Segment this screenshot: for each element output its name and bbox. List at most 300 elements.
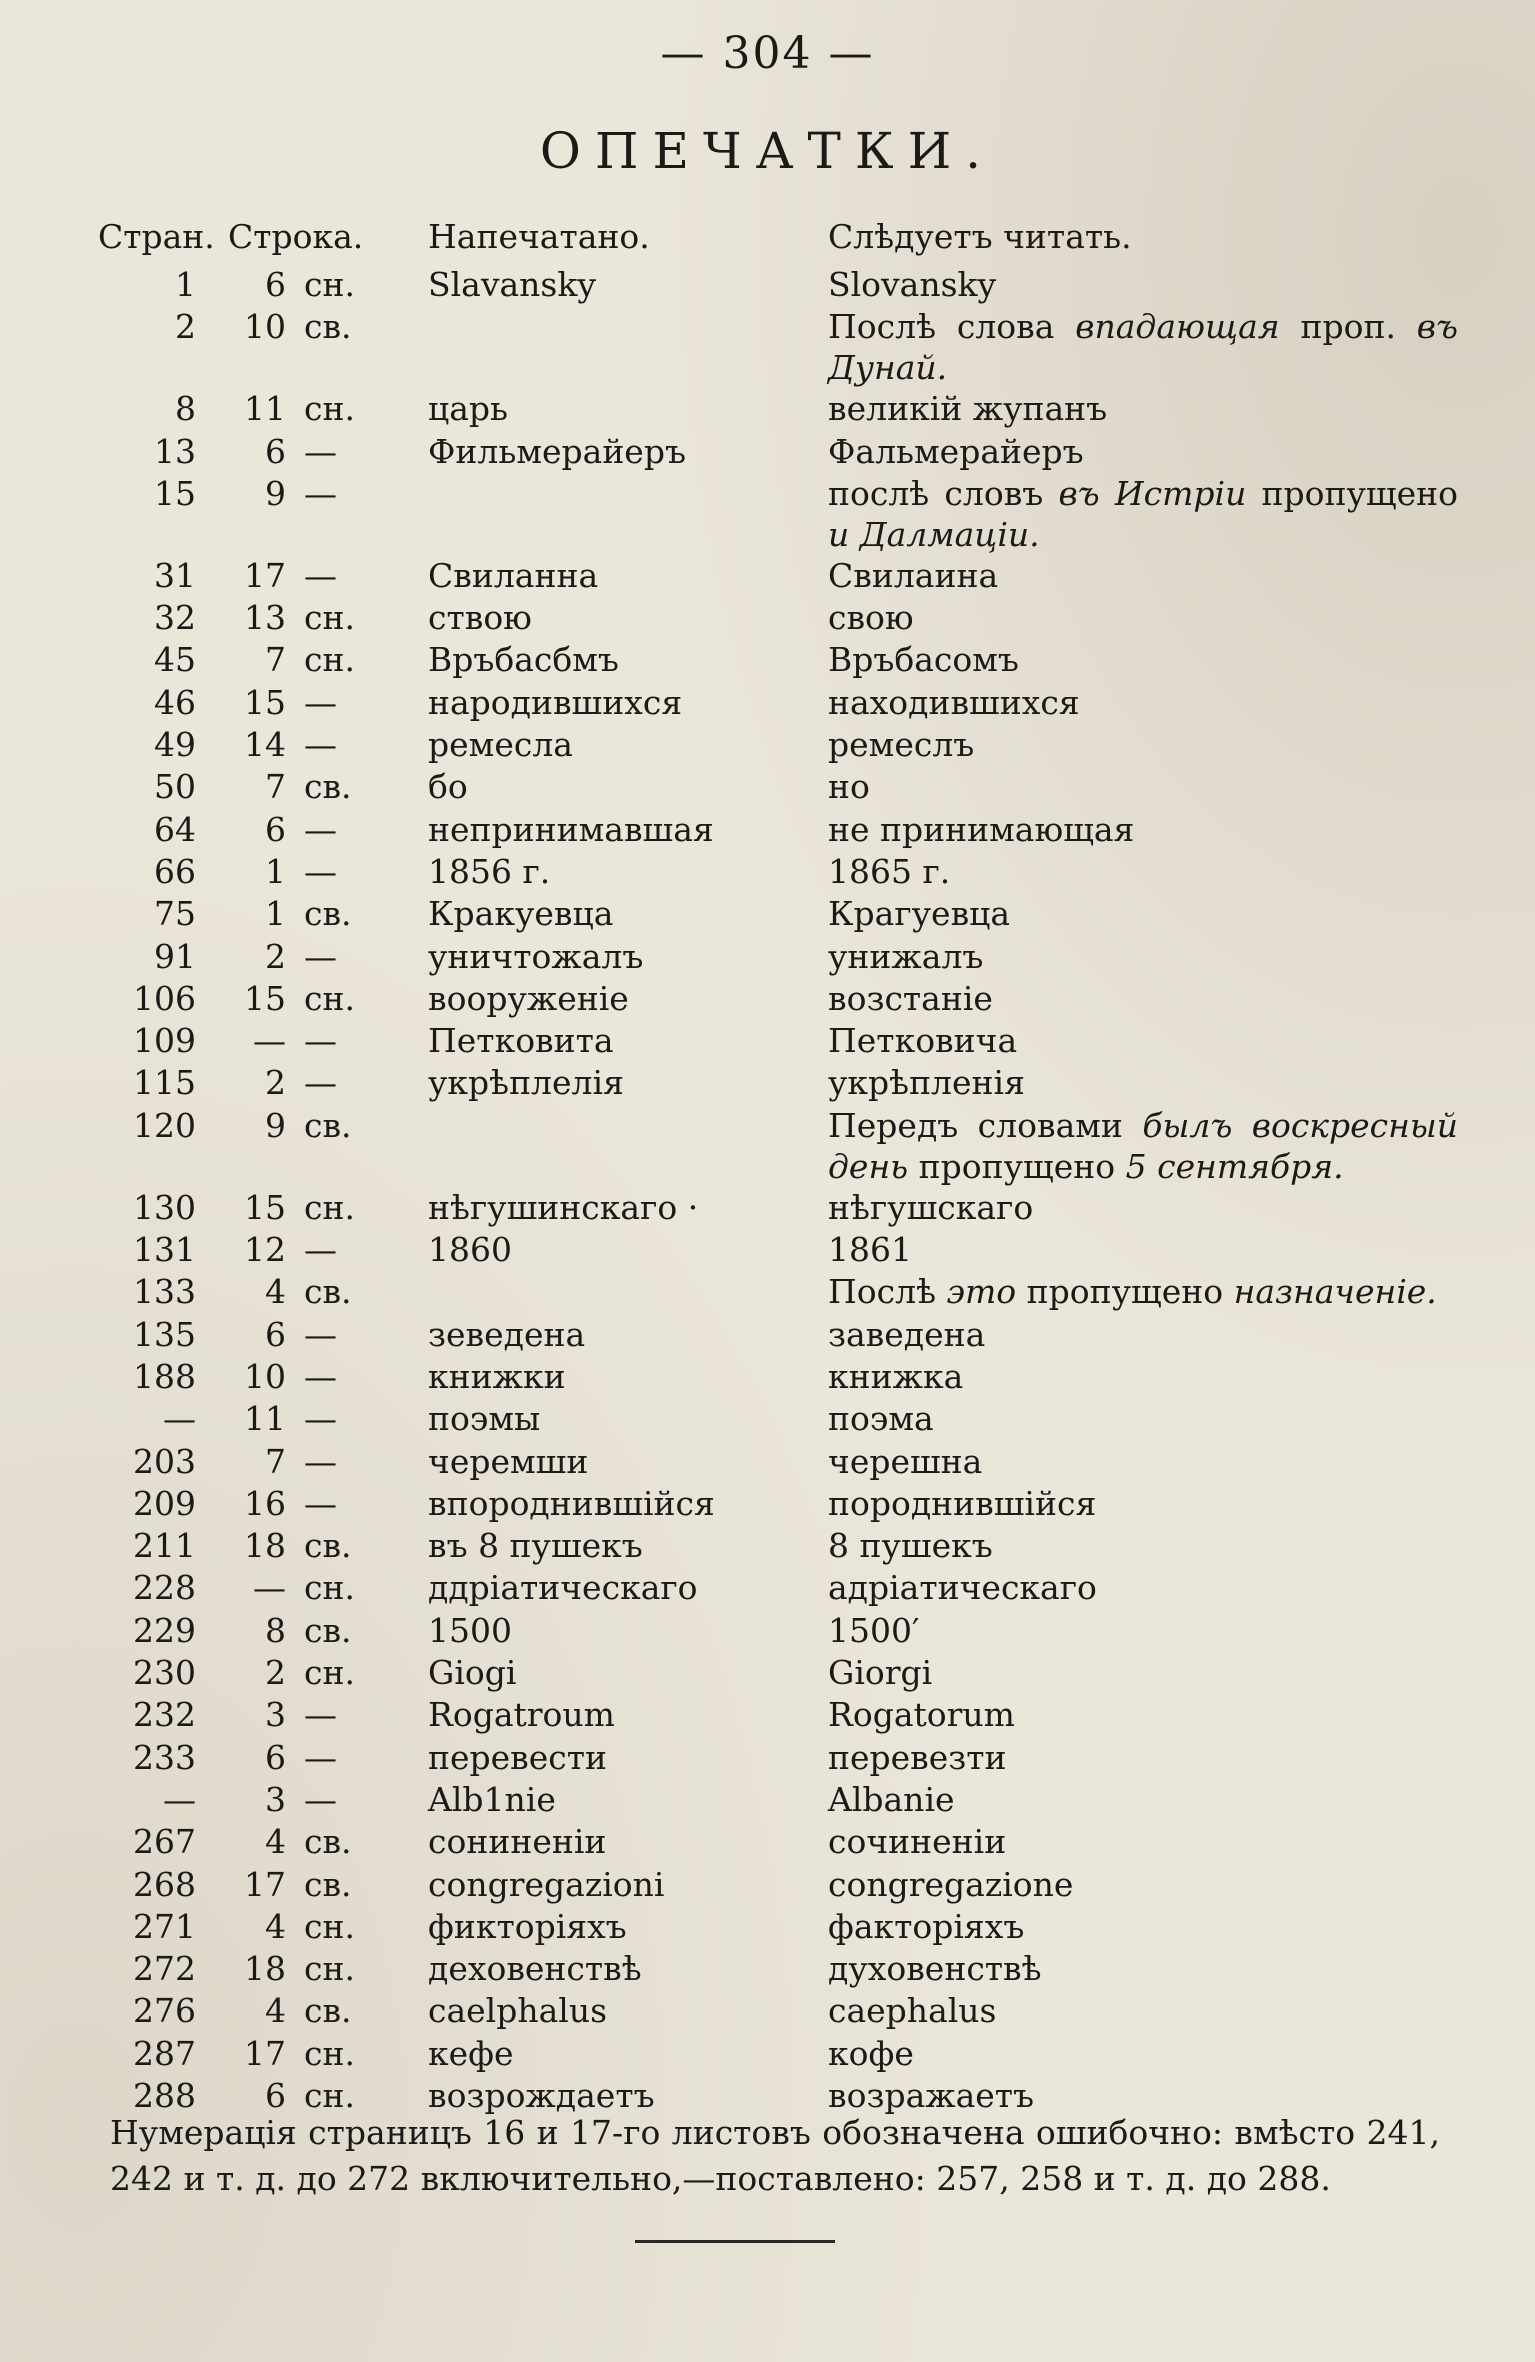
table-row (98, 1356, 1458, 1398)
row-printed: укрѣплелія (428, 1063, 624, 1103)
row-line-position: — (304, 682, 337, 722)
row-line-position: сн. (304, 1187, 355, 1227)
row-page: 2 (175, 307, 196, 347)
row-printed: деховенствѣ (428, 1949, 642, 1989)
table-row (98, 1906, 1458, 1948)
row-line (228, 1779, 428, 1821)
row-line (228, 473, 428, 555)
table-row (98, 724, 1458, 766)
row-line (228, 1271, 428, 1313)
table-row (98, 1779, 1458, 1821)
row-page: 91 (154, 936, 196, 976)
row-page: 268 (133, 1864, 196, 1904)
row-line-position: — (304, 1695, 337, 1735)
row-correct: перевезти (828, 1737, 1007, 1777)
row-line-number: 17 (244, 555, 286, 595)
row-page: 50 (154, 767, 196, 807)
row-page: — (163, 1399, 196, 1439)
row-line-number: 7 (265, 1441, 286, 1481)
correct-part: Послѣ (828, 1272, 947, 1312)
row-correct: укрѣпленія (828, 1063, 1025, 1103)
row-line-position: — (304, 431, 337, 471)
row-correct: Връбасомъ (828, 640, 1019, 680)
table-row (98, 1314, 1458, 1356)
row-line-number: 1 (265, 851, 286, 891)
row-line-position: — (304, 1399, 337, 1439)
row-printed: ствою (428, 598, 532, 638)
row-line-number: 6 (265, 1314, 286, 1354)
row-line (228, 1948, 428, 1990)
correct-italic-part: впадающая (1075, 307, 1280, 347)
row-printed: Slavansky (428, 265, 596, 304)
row-line (228, 1356, 428, 1398)
table-row (98, 1610, 1458, 1652)
header-line: Строка. (228, 216, 364, 256)
row-page: 109 (133, 1021, 196, 1061)
row-page: 230 (133, 1653, 196, 1693)
row-line-position: св. (304, 1105, 352, 1145)
row-correct (828, 473, 1458, 555)
row-printed: Alb1nie (428, 1779, 556, 1819)
row-correct: поэма (828, 1399, 934, 1439)
table-row (98, 639, 1458, 681)
row-page: 232 (133, 1695, 196, 1735)
row-line (228, 264, 428, 306)
correct-italic-part: назначеніе. (1233, 1272, 1437, 1312)
row-line (228, 682, 428, 724)
row-line-position: сн. (304, 1906, 355, 1946)
row-correct: черешна (828, 1441, 983, 1481)
row-line (228, 1441, 428, 1483)
row-page: 209 (133, 1483, 196, 1523)
row-printed: вооруженіе (428, 978, 629, 1018)
row-correct: великій жупанъ (828, 389, 1108, 429)
row-line-number: 4 (265, 1822, 286, 1862)
row-line-position: — (304, 851, 337, 891)
row-line (228, 851, 428, 893)
correct-part: послѣ словъ (828, 473, 1059, 513)
row-line (228, 1525, 428, 1567)
row-correct: но (828, 767, 870, 807)
row-page: 66 (154, 851, 196, 891)
table-row (98, 1694, 1458, 1736)
row-correct: находившихся (828, 682, 1080, 722)
row-printed: уничтожалъ (428, 936, 644, 976)
correct-italic-part: былъ воскресный день (828, 1105, 1459, 1186)
table-row (98, 1821, 1458, 1863)
row-printed: congregazioni (428, 1864, 665, 1904)
row-line (228, 1737, 428, 1779)
table-row (98, 1441, 1458, 1483)
row-line-position: св. (304, 1822, 352, 1862)
row-page: 188 (133, 1356, 196, 1396)
row-printed: Giogi (428, 1653, 517, 1693)
row-line-number: 7 (265, 640, 286, 680)
row-correct: Петковича (828, 1021, 1018, 1061)
row-correct: возстаніе (828, 978, 993, 1018)
row-printed: возрождаетъ (428, 2075, 655, 2115)
row-line-number: 3 (265, 1779, 286, 1819)
table-row (98, 597, 1458, 639)
row-line-position: сн. (304, 640, 355, 680)
row-printed: поэмы (428, 1399, 541, 1439)
row-correct: породнившійся (828, 1483, 1097, 1523)
row-correct: книжка (828, 1356, 964, 1396)
row-line-position: св. (304, 1526, 352, 1566)
row-line (228, 1020, 428, 1062)
row-correct: кофе (828, 2033, 914, 2073)
errata-body (98, 264, 1458, 2117)
row-printed: Кракуевца (428, 894, 614, 934)
row-printed: Rogatroum (428, 1695, 615, 1735)
correct-italic-part: это (946, 1272, 1017, 1312)
table-row (98, 1948, 1458, 1990)
row-printed: въ 8 пушекъ (428, 1526, 643, 1566)
row-page: 130 (133, 1187, 196, 1227)
row-printed: царь (428, 389, 508, 429)
row-line-position: сн. (304, 2075, 355, 2115)
row-line-number: — (253, 1568, 286, 1608)
row-line-number: 12 (244, 1230, 286, 1270)
row-printed: фикторіяхъ (428, 1906, 627, 1946)
row-line-number: 10 (244, 1356, 286, 1396)
row-correct: Giorgi (828, 1653, 933, 1693)
row-page: 31 (154, 555, 196, 595)
row-page: 233 (133, 1737, 196, 1777)
row-line (228, 1483, 428, 1525)
table-row (98, 431, 1458, 473)
row-printed: книжки (428, 1356, 566, 1396)
row-line (228, 1864, 428, 1906)
table-row (98, 388, 1458, 430)
row-line-number: 18 (244, 1949, 286, 1989)
correct-italic-part: 5 сентября. (1125, 1146, 1344, 1186)
table-row (98, 1525, 1458, 1567)
row-line-position: — (304, 473, 337, 513)
row-line-number: 10 (244, 307, 286, 347)
correct-part: пропущено (1246, 473, 1458, 513)
header-printed: Напечатано. (428, 216, 650, 256)
row-page: 1 (175, 265, 196, 304)
row-line-position: св. (304, 1610, 352, 1650)
row-line-position: сн. (304, 2033, 355, 2073)
row-line-position: — (304, 1021, 337, 1061)
row-line-position: — (304, 809, 337, 849)
row-page: 64 (154, 809, 196, 849)
correct-italic-part: въ Истріи (1058, 473, 1247, 513)
row-correct: унижалъ (828, 936, 984, 976)
table-header-row (98, 208, 1458, 264)
row-correct: 1865 г. (828, 851, 951, 891)
table-row (98, 893, 1458, 935)
row-correct: ремеслъ (828, 725, 975, 765)
row-line-number: 2 (265, 1653, 286, 1693)
row-line-position: — (304, 555, 337, 595)
closing-rule (635, 2240, 835, 2243)
table-row (98, 682, 1458, 724)
row-line (228, 1821, 428, 1863)
row-page: 49 (154, 725, 196, 765)
row-line-number: 4 (265, 1272, 286, 1312)
row-page: 288 (133, 2075, 196, 2115)
table-row (98, 1990, 1458, 2032)
correct-part: проп. (1279, 307, 1417, 347)
row-line-position: сн. (304, 598, 355, 638)
row-printed: ддріатическаго (428, 1568, 698, 1608)
row-line-position: — (304, 1483, 337, 1523)
row-line-position: св. (304, 767, 352, 807)
correct-italic-part: и Далмаціи. (828, 514, 1040, 554)
row-line-position: — (304, 1356, 337, 1396)
row-line-number: 9 (265, 1105, 286, 1145)
row-line-number: 9 (265, 473, 286, 513)
row-line-position: сн. (304, 1568, 355, 1608)
row-page: 228 (133, 1568, 196, 1608)
row-line-number: 2 (265, 936, 286, 976)
row-page: — (163, 1779, 196, 1819)
row-line-number: 11 (244, 389, 286, 429)
row-line (228, 1610, 428, 1652)
table-row (98, 2033, 1458, 2075)
table-row (98, 851, 1458, 893)
row-page: 203 (133, 1441, 196, 1481)
row-printed: народившихся (428, 682, 683, 722)
row-correct: не принимающая (828, 809, 1135, 849)
row-printed: перевести (428, 1737, 608, 1777)
table-row (98, 1864, 1458, 1906)
row-line (228, 1187, 428, 1229)
row-printed (428, 1271, 828, 1313)
row-line-position: — (304, 936, 337, 976)
row-correct: факторіяхъ (828, 1906, 1025, 1946)
table-row (98, 1229, 1458, 1271)
table-row (98, 1105, 1458, 1187)
row-line (228, 1906, 428, 1948)
row-printed: 1500 (428, 1610, 512, 1650)
row-line-position: — (304, 1779, 337, 1819)
table-row (98, 1398, 1458, 1440)
row-line-position: сн. (304, 1949, 355, 1989)
row-page: 45 (154, 640, 196, 680)
row-page: 32 (154, 598, 196, 638)
row-line (228, 1314, 428, 1356)
row-page: 115 (133, 1063, 196, 1103)
row-correct: Свилаина (828, 555, 999, 595)
row-correct: духовенствѣ (828, 1949, 1042, 1989)
row-printed: Връбасбмъ (428, 640, 619, 680)
row-line-number: 17 (244, 1864, 286, 1904)
row-line-number: 6 (265, 2075, 286, 2115)
row-line-number: 14 (244, 725, 286, 765)
row-page: 276 (133, 1991, 196, 2031)
row-page: 15 (154, 473, 196, 513)
row-line-position: — (304, 725, 337, 765)
row-line-number: 6 (265, 431, 286, 471)
table-row (98, 1020, 1458, 1062)
table-row (98, 1062, 1458, 1104)
row-printed (428, 306, 828, 388)
correct-part: пропущено (1016, 1272, 1234, 1312)
table-row (98, 936, 1458, 978)
row-correct: возражаетъ (828, 2075, 1035, 2115)
row-line-number: 17 (244, 2033, 286, 2073)
row-line-position: — (304, 1737, 337, 1777)
row-page: 75 (154, 894, 196, 934)
row-printed: нѣгушинскаго · (428, 1187, 699, 1227)
row-page: 135 (133, 1314, 196, 1354)
row-line-number: 2 (265, 1063, 286, 1103)
row-line-position: св. (304, 1991, 352, 2031)
row-page: 287 (133, 2033, 196, 2073)
row-line-position: св. (304, 1864, 352, 1904)
correct-part: Передъ словами (828, 1105, 1143, 1145)
row-line-number: 15 (244, 1187, 286, 1227)
row-correct: 1500′ (828, 1610, 920, 1650)
row-printed (428, 1105, 828, 1187)
row-page: 267 (133, 1822, 196, 1862)
row-line (228, 766, 428, 808)
row-printed: непринимавшая (428, 809, 714, 849)
row-line-number: 15 (244, 682, 286, 722)
row-line-number: 6 (265, 809, 286, 849)
row-correct: congregazione (828, 1864, 1074, 1904)
row-line-number: — (253, 1021, 286, 1061)
row-line-number: 16 (244, 1483, 286, 1523)
row-page: 211 (133, 1526, 196, 1566)
row-correct: сочиненіи (828, 1822, 1007, 1862)
row-line (228, 893, 428, 935)
row-line (228, 1398, 428, 1440)
page-title: ОПЕЧАТКИ. (539, 122, 996, 180)
correct-part: пропущено (908, 1146, 1126, 1186)
row-line (228, 978, 428, 1020)
row-line-number: 6 (265, 265, 286, 304)
row-line-position: св. (304, 307, 352, 347)
row-line (228, 639, 428, 681)
errata-table (98, 208, 1458, 2117)
row-line (228, 1062, 428, 1104)
row-page: 46 (154, 682, 196, 722)
table-row (98, 264, 1458, 306)
row-line-position: сн. (304, 265, 355, 304)
table-row (98, 1271, 1458, 1313)
row-printed: ремесла (428, 725, 573, 765)
row-line (228, 724, 428, 766)
row-page: 271 (133, 1906, 196, 1946)
row-line-number: 4 (265, 1991, 286, 2031)
row-correct: 1861 (828, 1230, 912, 1270)
row-line (228, 306, 428, 388)
row-correct: Крагуевца (828, 894, 1011, 934)
row-line (228, 809, 428, 851)
row-page: 120 (133, 1105, 196, 1145)
row-printed: сониненіи (428, 1822, 607, 1862)
row-line-position: сн. (304, 1653, 355, 1693)
row-printed: впороднившійся (428, 1483, 715, 1523)
row-printed: бо (428, 767, 468, 807)
row-printed: Фильмерайеръ (428, 431, 686, 471)
row-line (228, 555, 428, 597)
row-printed: кефе (428, 2033, 514, 2073)
row-printed: caelphalus (428, 1991, 608, 2031)
correct-italic-part: въ Дунай. (828, 307, 1458, 388)
row-correct: 8 пушекъ (828, 1526, 993, 1566)
row-page: 229 (133, 1610, 196, 1650)
row-line-position: — (304, 1063, 337, 1103)
row-correct: заведена (828, 1314, 986, 1354)
table-row (98, 809, 1458, 851)
row-correct: Фальмерайеръ (828, 431, 1084, 471)
row-page: 8 (175, 389, 196, 429)
row-line (228, 597, 428, 639)
row-line-number: 6 (265, 1737, 286, 1777)
table-row (98, 978, 1458, 1020)
page-number: — 304 — (660, 28, 875, 79)
correct-part: Послѣ слова (828, 307, 1076, 347)
row-printed: 1860 (428, 1230, 512, 1270)
row-correct: Rogatorum (828, 1695, 1015, 1735)
row-correct: адріатическаго (828, 1568, 1097, 1608)
row-page: 13 (154, 431, 196, 471)
table-row (98, 306, 1458, 388)
row-correct: Albanie (828, 1779, 955, 1819)
row-line (228, 1990, 428, 2032)
row-page: 131 (133, 1230, 196, 1270)
row-line (228, 431, 428, 473)
footnote: Нумерація страницъ 16 и 17-го листовъ обозначена ошибочно: вмѣсто 241, 242 и т. д. до 272 включительно,—поставлено: 257, 258 и т. д. до 288. (110, 2113, 1440, 2198)
row-line (228, 1567, 428, 1609)
row-line-position: св. (304, 1272, 352, 1312)
row-line-position: сн. (304, 389, 355, 429)
table-row (98, 1483, 1458, 1525)
row-line-number: 15 (244, 978, 286, 1018)
table-row (98, 555, 1458, 597)
row-line (228, 388, 428, 430)
row-line-number: 18 (244, 1526, 286, 1566)
row-line-number: 4 (265, 1906, 286, 1946)
header-page: Стран. (98, 216, 215, 256)
row-line (228, 1652, 428, 1694)
row-page: 272 (133, 1949, 196, 1989)
row-printed: зеведена (428, 1314, 586, 1354)
row-line (228, 1229, 428, 1271)
row-line-number: 11 (244, 1399, 286, 1439)
row-line-position: — (304, 1314, 337, 1354)
row-correct (828, 1105, 1458, 1187)
row-correct: свою (828, 598, 914, 638)
row-correct: Slovansky (828, 265, 997, 304)
row-line-number: 13 (244, 598, 286, 638)
row-line (228, 2033, 428, 2075)
row-line-position: св. (304, 894, 352, 934)
row-line-number: 3 (265, 1695, 286, 1735)
row-line-number: 1 (265, 894, 286, 934)
row-line-number: 7 (265, 767, 286, 807)
row-correct: нѣгушскаго (828, 1187, 1034, 1227)
row-printed: Петковита (428, 1021, 614, 1061)
header-correct: Слѣдуетъ читать. (828, 216, 1132, 256)
row-line-position: — (304, 1441, 337, 1481)
table-row (98, 1652, 1458, 1694)
row-printed (428, 473, 828, 555)
table-row (98, 1567, 1458, 1609)
table-row (98, 1187, 1458, 1229)
row-correct (828, 1271, 1458, 1313)
row-page: 133 (133, 1272, 196, 1312)
row-printed: Свиланна (428, 555, 599, 595)
row-printed: 1856 г. (428, 851, 551, 891)
row-printed: черемши (428, 1441, 589, 1481)
